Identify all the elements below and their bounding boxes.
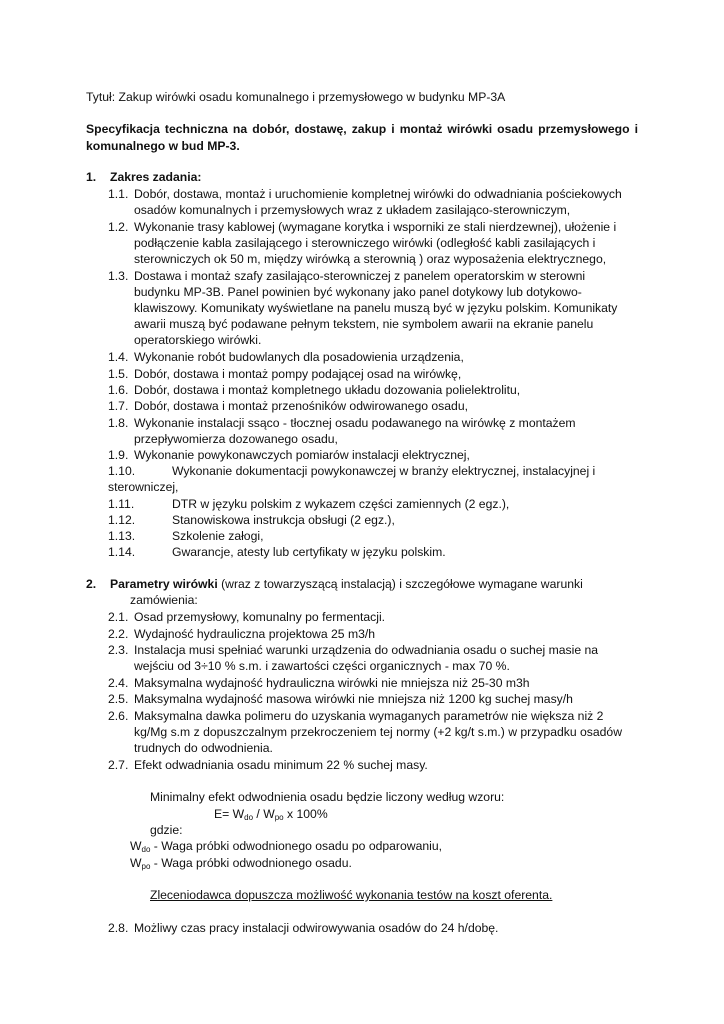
list-item-text: Efekt odwadniania osadu minimum 22 % suchej masy. [134,758,428,772]
document-title-line: Tytuł: Zakup wirówki osadu komunalnego i przemysłowego w budynku MP-3A [86,90,506,104]
section-2-heading-line [110,576,583,592]
list-item-number: 2.3. [108,643,129,657]
formula-mid: / W [253,807,275,821]
list-item-number: 2.6. [108,709,129,723]
list-item-text: Wykonanie dokumentacji powykonawczej w branży elektrycznej, instalacyjnej i [172,464,596,478]
def-subscript: po [141,862,151,871]
list-item-text: budynku MP-3B. Panel powinien być wykonany jako panel dotykowy lub dotykowo- [134,285,582,299]
list-item-number: 2.8. [108,921,129,935]
list-item-number: 1.13. [108,529,136,543]
list-item-number: 1.3. [108,269,129,283]
list-item-text: DTR w języku polskim z wykazem części zamiennych (2 egz.), [172,497,510,511]
def-text: - Waga próbki odwodnionego osadu. [150,856,352,870]
underlined-note: Zleceniodawca dopuszcza możliwość wykonania testów na koszt oferenta. [150,888,553,902]
list-item-text: kg/Mg s.m z dopuszczalnym przekroczeniem tej normy (+2 kg/t s.m.) w przypadku osadów [134,725,623,739]
list-item-text: Maksymalna wydajność masowa wirówki nie mniejsza niż 1200 kg suchej masy/h [134,692,573,706]
formula-subscript-do: do [244,813,254,822]
list-item-number: 2.5. [108,692,129,706]
formula-definition-1 [130,838,442,854]
formula-intro: Minimalny efekt odwodnienia osadu będzie liczony według wzoru: [150,790,505,804]
list-item-number: 1.5. [108,367,129,381]
list-item-text: Szkolenie załogi, [172,529,264,543]
list-item-number: 2.2. [108,627,129,641]
formula-where: gdzie: [150,823,183,837]
list-item-number: 1.6. [108,383,129,397]
list-item-text: Dobór, dostawa i montaż pompy podającej osad na wirówkę, [134,367,462,381]
def-subscript: do [141,845,151,854]
section-2-number: 2. [86,577,97,591]
list-item-text: Wykonanie trasy kablowej (wymagane korytka i wsporniki ze stali nierdzewnej), ułożenie i [134,220,617,234]
list-item-number: 1.2. [108,220,129,234]
list-item-number: 1.7. [108,399,129,413]
list-item-text: Stanowiskowa instrukcja obsługi (2 egz.), [172,513,395,527]
list-item-text: Wydajność hydrauliczna projektowa 25 m3/h [134,627,376,641]
list-item-number: 2.1. [108,610,129,624]
list-item-number: 1.4. [108,350,129,364]
section-2-heading-rest: (wraz z towarzyszącą instalacją) i szczegółowe wymagane warunki [217,577,583,591]
list-item-text: awarii muszą być podawane pełnym tekstem, nie symbolem awarii na ekranie panelu [134,317,594,331]
formula-rhs: x 100% [283,807,328,821]
formula-definition-2 [130,855,352,871]
formula-lhs: E= W [214,807,245,821]
section-2-heading: Parametry wirówki [110,577,218,591]
list-item-number: 2.4. [108,676,129,690]
list-item-text: Maksymalna wydajność hydrauliczna wirówki nie mniejsza niż 25-30 m3h [134,676,530,690]
list-item-text: Dostawa i montaż szafy zasilająco-sterowniczej z panelem operatorskim w sterowni [134,269,586,283]
list-item-text: wejściu od 3÷10 % s.m. i zawartości części organicznych - max 70 %. [134,659,510,673]
list-item-text: osadów komunalnych i przemysłowych wraz z układem zasilająco-sterowniczym, [134,203,571,217]
spec-heading-line-2: komunalnego w bud MP-3. [86,139,240,153]
section-1-number: 1. [86,170,97,184]
list-item-number: 1.11. [108,497,135,511]
list-item-number: 1.14. [108,545,136,559]
list-item-number: 1.8. [108,416,129,430]
list-item-text: sterowniczych ok 50 m, między wirówką a sterownią ) oraz wyposażenia elektrycznego, [134,252,607,266]
list-item-text: Wykonanie powykonawczych pomiarów instalacji elektrycznej, [134,448,470,462]
list-item-text: Dobór, dostawa, montaż i uruchomienie kompletnej wirówki do odwadniania pościekowych [134,187,622,201]
list-item-text: Instalacja musi spełniać warunki urządzenia do odwadniania osadu o suchej masie na [134,643,599,657]
list-item-text: Dobór, dostawa i montaż kompletnego układu dozowania polielektrolitu, [134,383,521,397]
formula [214,806,328,822]
list-item-text: klawiszowy. Komunikaty wyświetlane na panelu muszą być w języku polskim. Komunikaty [134,301,618,315]
list-item-text: operatorskiego wirówki. [134,333,262,347]
list-item-text: podłączenie kabla zasilającego i sterowniczego wirówki (odległość kabli zasilających i [134,236,596,250]
list-item-text: Maksymalna dawka polimeru do uzyskania wymaganych parametrów nie większa niż 2 [134,709,604,723]
list-item-text: przepływomierza dozowanego osadu, [134,432,338,446]
section-1-heading: Zakres zadania: [110,170,202,184]
list-item-number: 1.10. [108,464,136,478]
list-item-text: Osad przemysłowy, komunalny po fermentacji. [134,610,386,624]
def-text: - Waga próbki odwodnionego osadu po odparowaniu, [150,839,442,853]
list-item-text: Gwarancje, atesty lub certyfikaty w języku polskim. [172,545,446,559]
list-item-text: sterowniczej, [108,480,179,494]
list-item-text: Wykonanie instalacji ssąco - tłocznej osadu podawanego na wirówkę z montażem [134,416,576,430]
list-item-number: 1.12. [108,513,136,527]
def-symbol: W [130,856,142,870]
list-item-text: Możliwy czas pracy instalacji odwirowywania osadów do 24 h/dobę. [134,921,499,935]
list-item-text: Dobór, dostawa i montaż przenośników odwirowanego osadu, [134,399,468,413]
list-item-text: Wykonanie robót budowlanych dla posadowienia urządzenia, [134,350,464,364]
list-item-number: 1.1. [108,187,129,201]
formula-subscript-po: po [274,813,284,822]
list-item-text: trudnych do odwodnienia. [134,741,273,755]
list-item-number: 1.9. [108,448,129,462]
section-2-heading-line-2: zamówienia: [130,593,198,607]
def-symbol: W [130,839,142,853]
spec-heading-line-1: Specyfikacja techniczna na dobór, dostawę, zakup i montaż wirówki osadu przemysłowego i [86,122,638,136]
list-item-number: 2.7. [108,758,129,772]
